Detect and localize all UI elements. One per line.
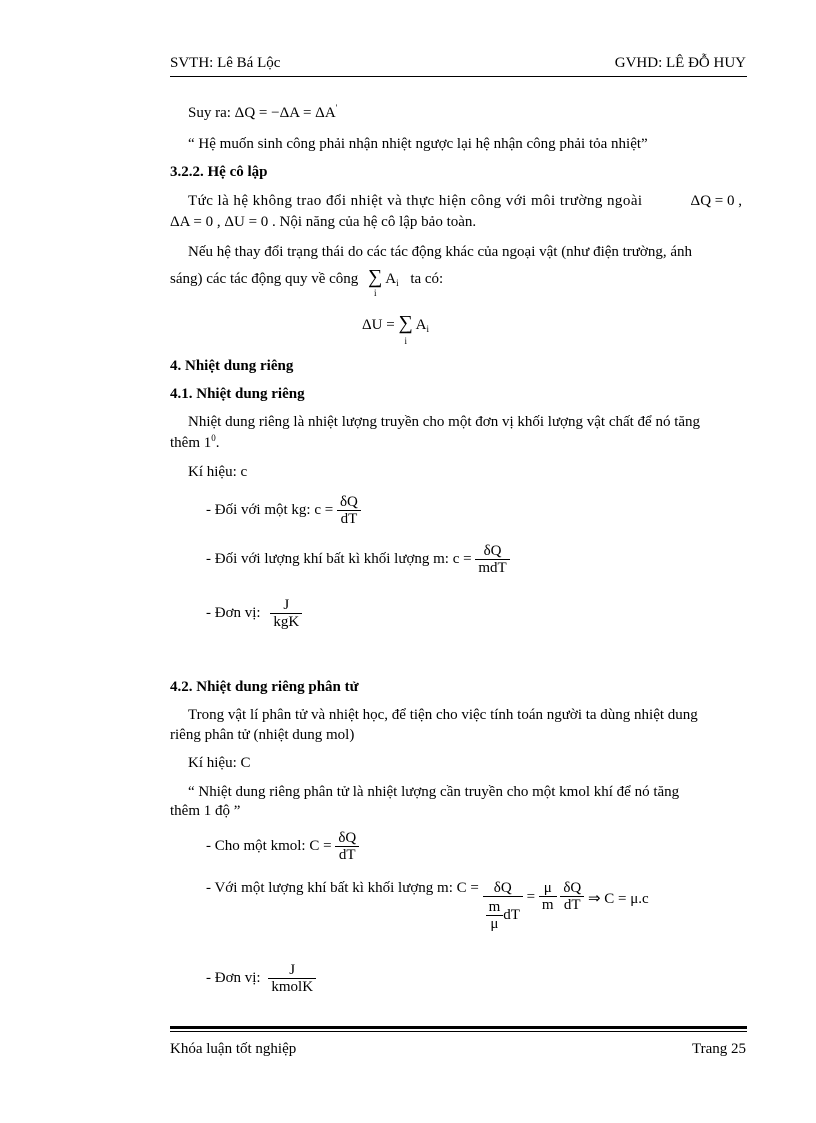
unit-label-2: - Đơn vị: bbox=[206, 969, 261, 986]
fraction-dt: dT bbox=[503, 906, 520, 923]
fraction-numerator: J bbox=[283, 597, 290, 613]
equation-du bbox=[362, 312, 430, 346]
sum-symbol-1: ∑ i bbox=[368, 266, 383, 298]
formula-kmol-label: - Cho một kmol: C = bbox=[206, 837, 332, 854]
paragraph-thaydoi-text: sáng) các tác động quy về công bbox=[170, 271, 359, 287]
fraction-denominator: dT bbox=[337, 510, 361, 527]
suy-ra-formula: ΔQ = −ΔA = ΔA bbox=[234, 105, 336, 121]
paragraph-thaydoi-line1: Nếu hệ thay đổi trạng thái do các tác động khác của ngoại vật (như điện trường, ánh bbox=[188, 244, 693, 260]
fraction-numerator: δQ bbox=[483, 543, 502, 559]
quote-2-line1: “ Nhiệt dung riêng phân tử là nhiệt lượng cần truyền cho một kmol khí để nó tăng bbox=[188, 784, 680, 800]
fraction-denominator: dT bbox=[335, 846, 359, 863]
equation-du-a-sub: i bbox=[426, 324, 430, 334]
paragraph-ndr-line1: Nhiệt dung riêng là nhiệt lượng truyền cho một đơn vị khối lượng vật chất để nó tăng bbox=[188, 414, 701, 430]
suy-ra-line: Suy ra: ΔQ = −ΔA = ΔA' bbox=[188, 103, 338, 121]
paragraph-ndr-line2: thêm $1^0$. bbox=[170, 433, 220, 451]
paragraph-colap-formula: ΔQ = 0 , bbox=[690, 193, 742, 209]
result-formula: ⇒ C = μ.c bbox=[587, 891, 649, 907]
sum-sub-i-2: i bbox=[404, 336, 407, 346]
footer-rule-thin bbox=[170, 1031, 747, 1032]
kihieu-c: Kí hiệu: c bbox=[188, 464, 248, 480]
unit-label-1: - Đơn vị: bbox=[206, 604, 261, 621]
fraction-m-mu bbox=[486, 899, 504, 932]
footer-page-number: Trang 25 bbox=[691, 1041, 746, 1057]
kihieu-C: Kí hiệu: C bbox=[188, 755, 251, 771]
fraction-denominator: kgK bbox=[270, 613, 302, 630]
fraction-denominator: m bbox=[539, 896, 557, 913]
fraction-dq-m-mu-dt bbox=[483, 880, 523, 932]
fraction-numerator: J bbox=[289, 962, 296, 978]
fraction-numerator: δQ bbox=[339, 494, 358, 510]
sum-sub-i-1: i bbox=[374, 288, 377, 298]
paragraph-thaydoi-end: ta có: bbox=[410, 271, 444, 287]
fraction-denominator: mdT bbox=[475, 559, 509, 576]
heading-3-2-2: 3.2.2. Hệ cô lập bbox=[170, 164, 268, 180]
fraction-j-kmolk bbox=[268, 962, 316, 995]
formula-kg bbox=[206, 494, 361, 527]
paragraph-pt-line2: riêng phân tử (nhiệt dung mol) bbox=[170, 727, 355, 743]
formula-mu-label: - Với một lượng khí bất kì khối lượng m: C = bbox=[206, 880, 479, 896]
heading-4-2: 4.2. Nhiệt dung riêng phân tử bbox=[170, 679, 359, 695]
unit-line-1 bbox=[206, 597, 302, 630]
footer-left: Khóa luận tốt nghiệp bbox=[170, 1041, 297, 1057]
fraction-numerator: δQ bbox=[563, 880, 582, 896]
formula-mass-label: - Đối với lượng khí bất kì khối lượng m: c = bbox=[206, 550, 472, 567]
fraction-dq-dt-2 bbox=[335, 830, 359, 863]
fraction-dq-dt-1 bbox=[337, 494, 361, 527]
footer-rule-thick bbox=[170, 1026, 747, 1029]
sum-symbol-2: ∑ i bbox=[398, 312, 413, 346]
fraction-mu-m bbox=[539, 880, 557, 913]
equation-du-a: A bbox=[415, 317, 427, 333]
fraction-denominator: kmolK bbox=[268, 978, 316, 995]
quote-2-line2: thêm 1 độ ” bbox=[170, 803, 241, 819]
fraction-complex-denominator bbox=[483, 896, 523, 932]
paragraph-ndr-sup: 0 bbox=[211, 433, 216, 443]
fraction-denominator: dT bbox=[560, 896, 584, 913]
formula-mu bbox=[206, 880, 649, 932]
header-right: GVHD: LÊ ĐỖ HUY bbox=[614, 55, 746, 71]
fraction-j-kgk bbox=[270, 597, 302, 630]
fraction-numerator: δQ bbox=[338, 830, 357, 846]
fraction-dq-dt-3 bbox=[560, 880, 584, 913]
paragraph-pt-line1: Trong vật lí phân tử và nhiệt học, để tiện cho việc tính toán người ta dùng nhiệt dung bbox=[188, 707, 698, 723]
fraction-numerator: δQ bbox=[493, 880, 512, 896]
header-left: SVTH: Lê Bá Lộc bbox=[170, 55, 281, 71]
sum-term-a: A bbox=[385, 271, 397, 287]
fraction-denominator: μ bbox=[486, 915, 504, 932]
equals-sign: = bbox=[526, 889, 536, 905]
formula-kg-label: - Đối với một kg: c = bbox=[206, 501, 334, 518]
quote-1: “ Hệ muốn sinh công phải nhận nhiệt ngược lại hệ nhận công phải tỏa nhiệt” bbox=[188, 136, 648, 152]
fraction-dq-mdt bbox=[475, 543, 509, 576]
suy-ra-label: Suy ra: bbox=[188, 105, 231, 121]
paragraph-ndr-text: thêm 1 bbox=[170, 435, 212, 451]
equation-du-lhs: ΔU = bbox=[362, 317, 395, 333]
paragraph-colap-line1 bbox=[188, 193, 742, 210]
heading-4: 4. Nhiệt dung riêng bbox=[170, 358, 294, 374]
paragraph-thaydoi-line2 bbox=[170, 266, 444, 298]
sum-term-a-sub: i bbox=[396, 278, 399, 288]
formula-kmol bbox=[206, 830, 359, 863]
paragraph-colap-text: Tức là hệ không trao đổi nhiệt và thực hiện công với môi trường ngoài bbox=[188, 193, 643, 209]
fraction-numerator: μ bbox=[543, 880, 552, 896]
formula-mass bbox=[206, 543, 510, 576]
header-rule bbox=[170, 76, 747, 77]
heading-4-1: 4.1. Nhiệt dung riêng bbox=[170, 386, 305, 402]
paragraph-colap-line2: ΔA = 0 , ΔU = 0 . Nội năng của hệ cô lập bảo toàn. bbox=[170, 214, 477, 230]
fraction-numerator: m bbox=[488, 899, 501, 915]
unit-line-2 bbox=[206, 962, 316, 995]
